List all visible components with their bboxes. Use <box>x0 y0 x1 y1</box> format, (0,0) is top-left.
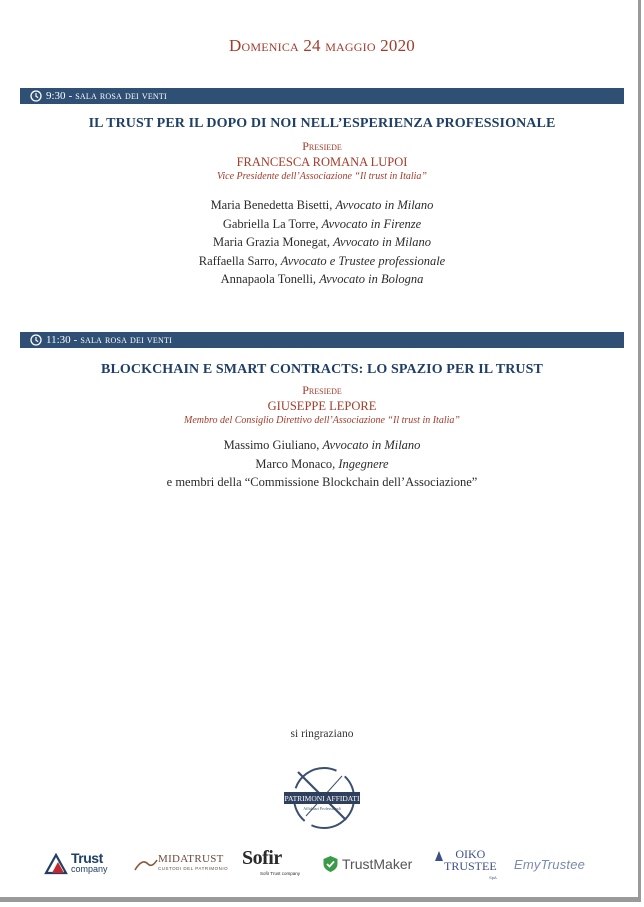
event-date: Domenica 24 maggio 2020 <box>229 36 415 55</box>
presiede-label: Presiede <box>302 139 342 153</box>
speaker: Massimo Giuliano, Avvocato in Milano <box>223 438 421 452</box>
session-separator: - <box>73 334 78 346</box>
session-room: sala rosa dei venti <box>75 90 167 102</box>
sofir-sub: Sofir Trust company <box>260 871 301 876</box>
session-title: IL TRUST PER IL DOPO DI NOI NELL’ESPERIENZA PROFESSIONALE <box>88 116 556 131</box>
speaker: Annapaola Tonelli, Avvocato in Bologna <box>220 272 424 286</box>
midatrust-main: MIDATRUST <box>158 853 224 865</box>
closing-line: e membri della “Commissione Blockchain dell’Associazione” <box>166 475 478 489</box>
sponsor-trust-company <box>44 848 108 880</box>
speaker-list <box>0 196 644 289</box>
oiko-logo-icon <box>434 850 444 862</box>
shield-icon <box>322 855 339 873</box>
chair-role: Membro del Consiglio Direttivo dell’Associazione “Il trust in Italia” <box>184 415 460 426</box>
trust-company-logo-icon <box>44 853 70 875</box>
chair-role: Vice Presidente dell’Associazione “Il trust in Italia” <box>217 171 427 182</box>
trust-company-main: Trust <box>71 850 103 866</box>
session-bar-2 <box>20 332 624 348</box>
trust-company-sub: company <box>71 864 108 874</box>
chair-name: FRANCESCA ROMANA LUPOI <box>236 155 408 169</box>
thanks-text: si ringraziano <box>290 728 354 740</box>
oiko-line2: TRUSTEE <box>444 859 497 873</box>
oiko-line1: OIKO <box>455 847 486 861</box>
speaker: Maria Benedetta Bisetti, Avvocato in Milano <box>210 198 434 212</box>
chair-name: GIUSEPPE LEPORE <box>267 399 377 413</box>
session-room: sala rosa dei venti <box>80 334 172 346</box>
sponsor-midatrust <box>134 848 228 880</box>
midatrust-sub: CUSTODI DEL PATRIMONIO <box>158 866 229 871</box>
clock-icon <box>30 334 42 346</box>
sponsor-mytrustee <box>514 848 585 880</box>
speaker: Raffaella Sarro, Avvocato e Trustee professionale <box>198 253 446 268</box>
mytrustee-main: EmyTrustee <box>514 856 586 872</box>
sofir-main: Sofir <box>242 847 282 869</box>
emblem-text: PATRIMONI AFFIDATI <box>284 794 360 803</box>
sponsor-oiko-trustee <box>434 848 497 884</box>
presiede-label: Presiede <box>302 383 342 397</box>
speaker: Maria Grazia Monegat, Avvocato in Milano <box>213 235 431 249</box>
session-separator: - <box>68 90 73 102</box>
sponsor-trustmaker <box>322 848 412 880</box>
speaker: Gabriella La Torre, Avvocato in Firenze <box>222 216 422 231</box>
trustmaker-main: TrustMaker <box>342 856 413 872</box>
session-time: 9:30 <box>46 90 66 102</box>
session-time: 11:30 <box>46 334 71 346</box>
speaker-list <box>0 436 644 492</box>
session-title: BLOCKCHAIN E SMART CONTRACTS: LO SPAZIO PER IL TRUST <box>101 362 543 377</box>
session-bar-1 <box>20 88 624 104</box>
sponsor-sofir <box>242 844 300 882</box>
midatrust-logo-icon <box>134 857 158 871</box>
emblem-subtext: Affidatari Professionali <box>303 806 341 811</box>
speaker: Marco Monaco, Ingegnere <box>255 456 389 471</box>
oiko-sub: SpA <box>489 875 497 880</box>
patrimoni-affidati-emblem <box>280 762 364 832</box>
clock-icon <box>30 90 42 102</box>
